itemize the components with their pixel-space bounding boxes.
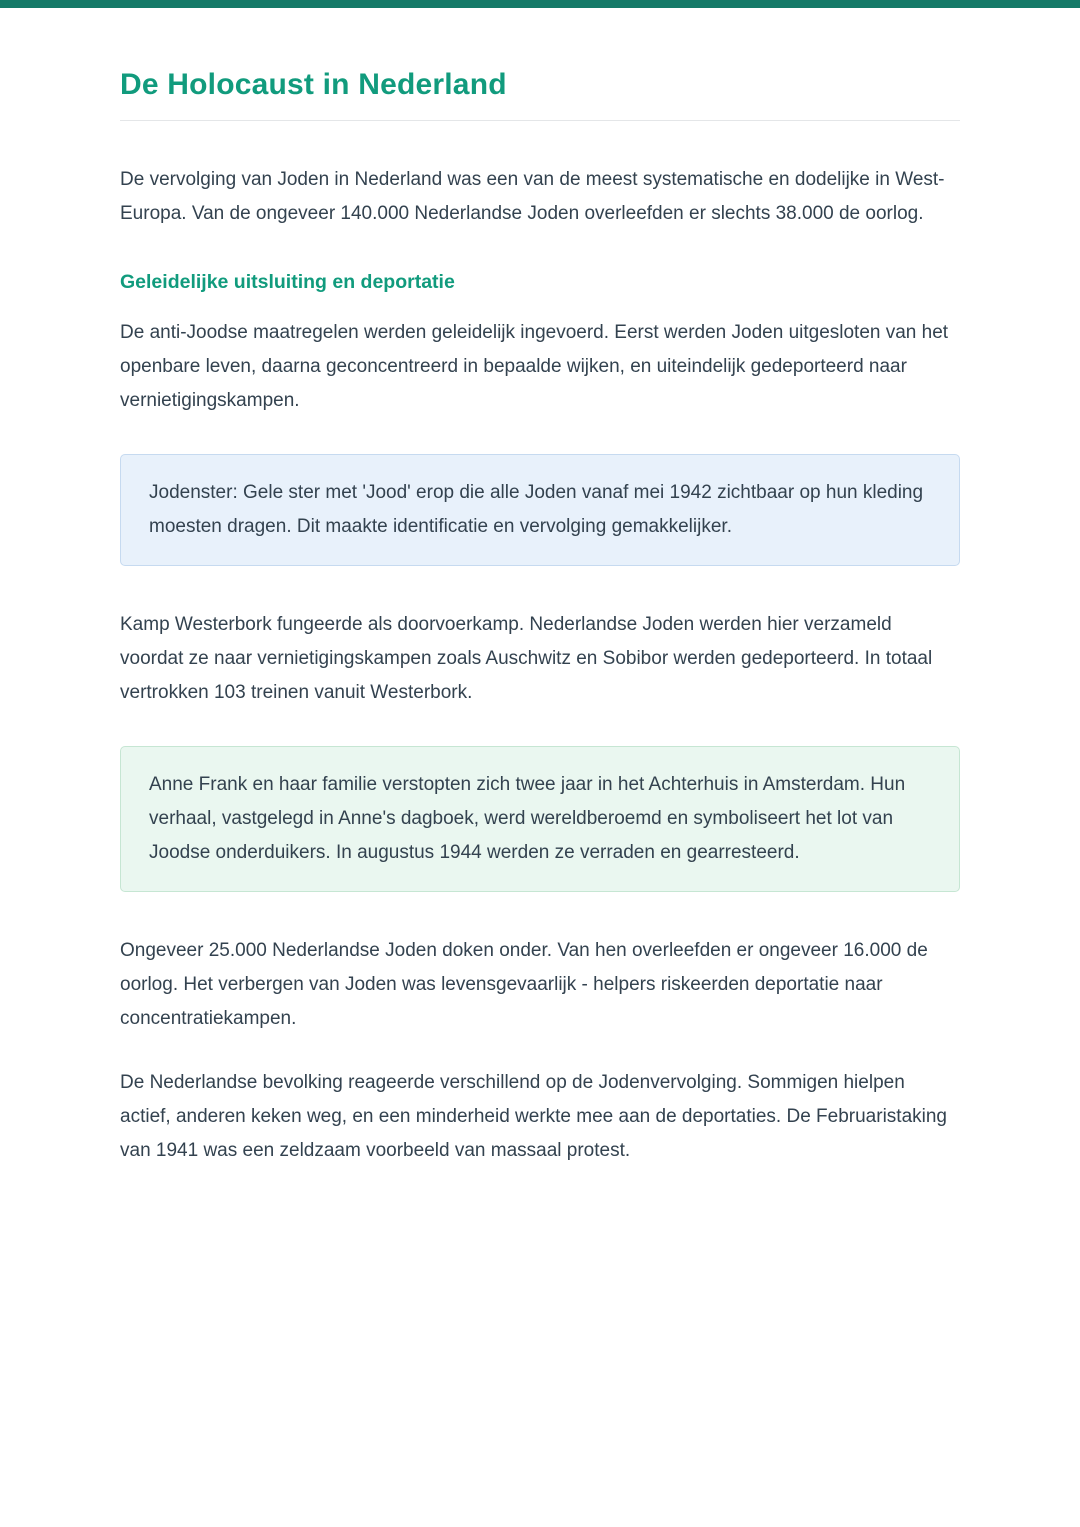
page-title: De Holocaust in Nederland: [120, 68, 507, 101]
paragraph-westerbork: Kamp Westerbork fungeerde als doorvoerkamp. Nederlandse Joden werden hier verzameld voordat ze naar vernietigingskampen zoals Auschwitz en Sobibor werden gedeporteerd. In totaal vertrokken 103 treinen vanuit Westerbork.: [120, 614, 933, 703]
highlight-callout-anne-frank: [120, 746, 960, 892]
document-content: [0, 8, 1080, 1238]
title-divider: [120, 120, 960, 121]
section-heading: Geleidelijke uitsluiting en deportatie: [120, 271, 455, 293]
paragraph-bevolking: De Nederlandse bevolking reageerde verschillend op de Jodenvervolging. Sommigen hielpen actief, anderen keken weg, en een minderheid werkte mee aan de deportaties. De Februaristaking van 1941 was een zeldzaam voorbeeld van massaal protest.: [120, 1072, 947, 1161]
highlight-callout-anne-frank-text: Anne Frank en haar familie verstopten zich twee jaar in het Achterhuis in Amsterdam. Hun verhaal, vastgelegd in Anne's dagboek, werd wereldberoemd en symboliseert het lot van Joodse onderduikers. In augustus 1944 werden ze verraden en gearresteerd.: [149, 774, 906, 863]
definition-callout-jodenster: [120, 454, 960, 566]
intro-paragraph: De vervolging van Joden in Nederland was een van de meest systematische en dodelijke in West-Europa. Van de ongeveer 140.000 Nederlandse Joden overleefden er slechts 38.000 de oorlog.: [120, 169, 945, 224]
definition-callout-jodenster-text: Jodenster: Gele ster met 'Jood' erop die alle Joden vanaf mei 1942 zichtbaar op hun kleding moesten dragen. Dit maakte identificatie en vervolging gemakkelijker.: [149, 482, 924, 537]
paragraph-maatregelen: De anti-Joodse maatregelen werden geleidelijk ingevoerd. Eerst werden Joden uitgesloten van het openbare leven, daarna geconcentreerd in bepaalde wijken, en uiteindelijk gedeporteerd naar vernietigingskampen.: [120, 322, 949, 411]
paragraph-onderduikers: Ongeveer 25.000 Nederlandse Joden doken onder. Van hen overleefden er ongeveer 16.000 de oorlog. Het verbergen van Joden was levensgevaarlijk - helpers riskeerden deportatie naar concentratiekampen.: [120, 940, 928, 1029]
top-accent-bar: [0, 0, 1080, 8]
